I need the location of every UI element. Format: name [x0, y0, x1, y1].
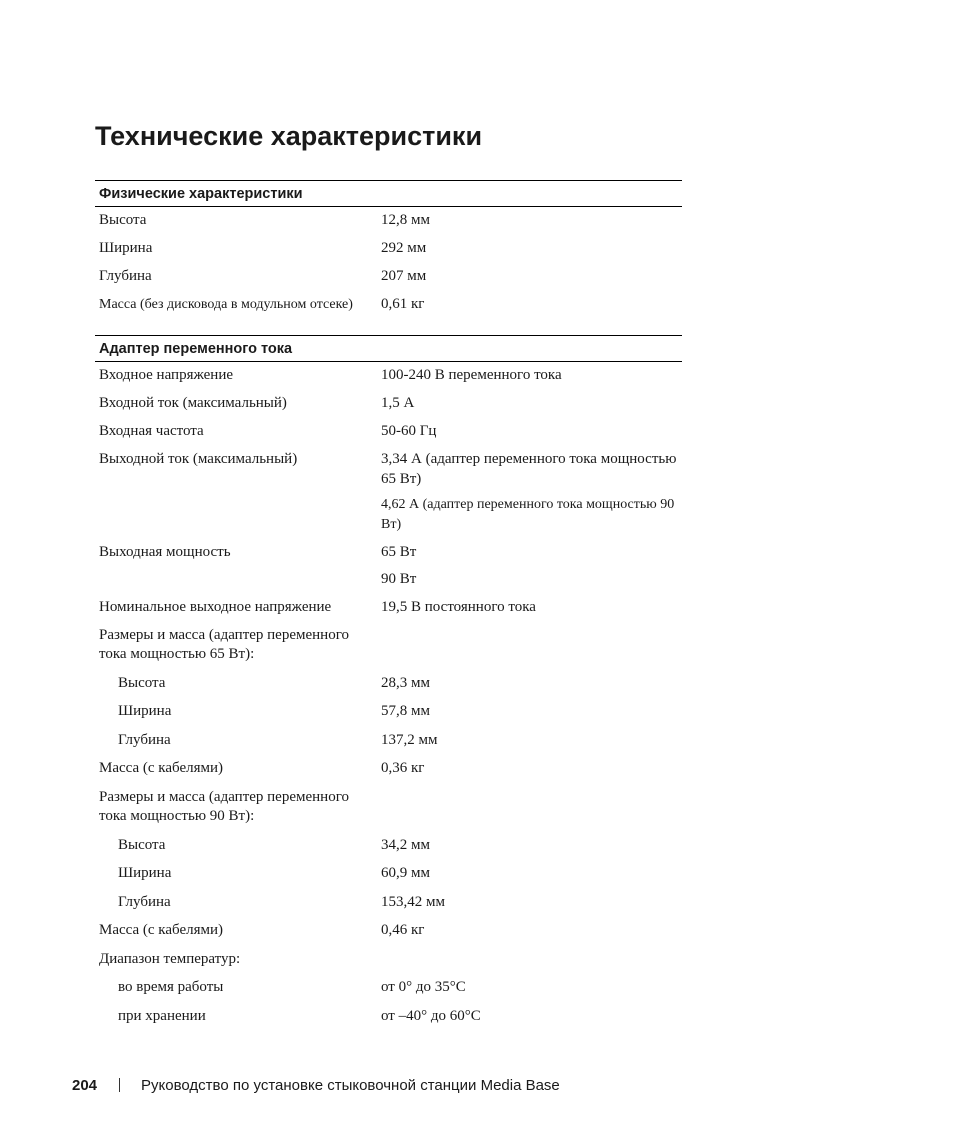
section-header-adapter: Адаптер переменного тока	[95, 335, 682, 362]
spec-value: 34,2 мм	[381, 836, 430, 853]
page-title: Технические характеристики	[95, 121, 483, 151]
spec-row	[95, 1007, 682, 1027]
page-footer	[72, 1076, 560, 1096]
spec-row	[95, 598, 682, 618]
spec-row	[95, 893, 682, 913]
spec-value: 153,42 мм	[381, 893, 445, 910]
spec-value: 57,8 мм	[381, 703, 430, 719]
spec-row	[95, 978, 682, 998]
spec-label: Выходной ток (максимальный)	[99, 451, 298, 467]
spec-row	[95, 394, 682, 414]
spec-label: Размеры и масса (адаптер переменного тока мощностью 65 Вт):	[99, 626, 349, 662]
spec-value: 65 Вт	[381, 544, 417, 560]
spec-label: Высота	[99, 212, 147, 228]
spec-row	[95, 836, 682, 856]
spec-row-mass	[95, 295, 682, 315]
spec-row	[95, 543, 682, 563]
spec-row	[95, 788, 682, 827]
spec-value: 4,62 А (адаптер переменного тока мощностью 90 Вт)	[381, 497, 675, 532]
spec-label: Глубина	[99, 268, 152, 284]
spec-row	[95, 950, 682, 970]
adapter-specs-table	[95, 335, 682, 1026]
spec-row-height	[95, 211, 682, 231]
spec-value: 12,8 мм	[381, 212, 430, 228]
spec-value: от 0° до 35°C	[381, 979, 466, 995]
spec-value: 1,5 А	[381, 395, 415, 411]
spec-value	[381, 950, 678, 970]
spec-label: Размеры и масса (адаптер переменного тока мощностью 90 Вт):	[99, 788, 349, 824]
spec-label: Ширина	[118, 865, 172, 881]
footer-separator	[119, 1078, 120, 1092]
spec-label: Глубина	[118, 731, 171, 748]
spec-value: 0,46 кг	[381, 922, 425, 938]
spec-label: Масса (без дисковода в модульном отсеке)	[99, 297, 353, 312]
footer-doc-title: Руководство по установке стыковочной станции Media Base	[141, 1077, 560, 1094]
spec-label: Диапазон температур:	[99, 950, 241, 967]
spec-value	[381, 788, 678, 827]
spec-value: 0,36 кг	[381, 760, 425, 776]
spec-value: от –40° до 60°C	[381, 1007, 481, 1024]
spec-value: 60,9 мм	[381, 865, 430, 881]
spec-label: Ширина	[118, 703, 172, 719]
spec-row	[95, 422, 682, 442]
spec-value: 28,3 мм	[381, 674, 430, 691]
spec-value: 90 Вт	[381, 570, 417, 587]
spec-value	[381, 626, 678, 665]
spec-row	[95, 570, 682, 590]
spec-label: Масса (с кабелями)	[99, 922, 224, 938]
spec-value: 3,34 А (адаптер переменного тока мощностью 65 Вт)	[381, 451, 677, 487]
spec-value: 100-240 В переменного тока	[381, 367, 562, 383]
spec-label: Высота	[118, 674, 166, 691]
spec-value: 0,61 кг	[381, 296, 425, 312]
spec-label: Высота	[118, 836, 166, 853]
spec-row-depth	[95, 267, 682, 287]
spec-row	[95, 495, 682, 534]
spec-row	[95, 702, 682, 722]
spec-label: Масса (с кабелями)	[99, 760, 224, 776]
spec-row	[95, 864, 682, 884]
spec-label: Ширина	[99, 240, 153, 256]
physical-specs-table	[95, 180, 682, 315]
spec-label: Входное напряжение	[99, 367, 234, 383]
spec-label: Выходная мощность	[99, 544, 231, 560]
spec-label: Входная частота	[99, 423, 204, 439]
spec-row	[95, 921, 682, 941]
spec-value: 207 мм	[381, 268, 427, 284]
spec-row	[95, 731, 682, 751]
spec-value: 19,5 В постоянного тока	[381, 598, 536, 615]
page-number: 204	[72, 1077, 98, 1094]
spec-label	[95, 495, 381, 534]
spec-row	[95, 674, 682, 694]
spec-label	[95, 570, 381, 590]
spec-label: Глубина	[118, 893, 171, 910]
spec-row-width	[95, 239, 682, 259]
spec-value: 137,2 мм	[381, 731, 438, 748]
spec-value: 292 мм	[381, 240, 427, 256]
spec-label: при хранении	[118, 1007, 206, 1024]
spec-label: Номинальное выходное напряжение	[99, 598, 332, 615]
spec-value: 50-60 Гц	[381, 423, 437, 439]
spec-row	[95, 366, 682, 386]
spec-label: во время работы	[118, 979, 224, 995]
section-header-physical: Физические характеристики	[95, 180, 682, 207]
spec-row	[95, 450, 682, 489]
spec-row	[95, 759, 682, 779]
spec-row	[95, 626, 682, 665]
spec-label: Входной ток (максимальный)	[99, 395, 287, 411]
